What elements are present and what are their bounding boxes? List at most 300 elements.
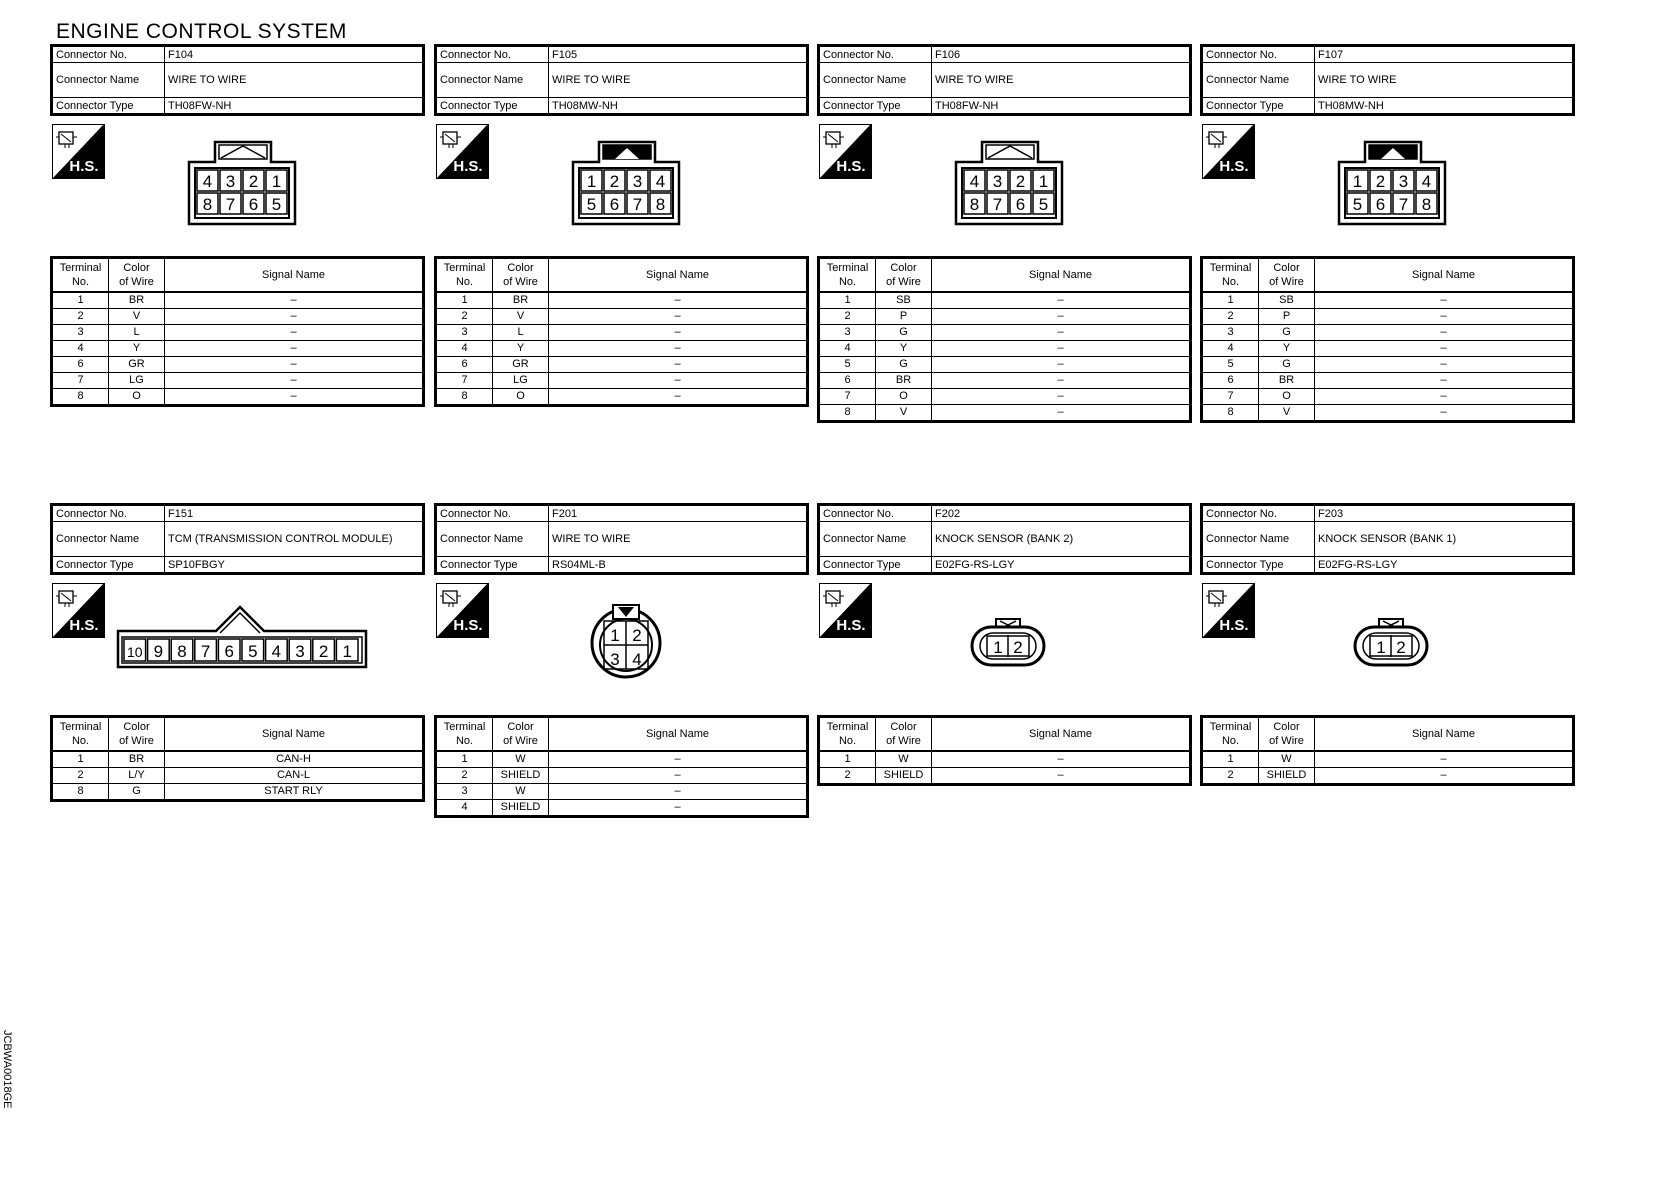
connector-name-value: WIRE TO WIRE <box>1315 63 1574 98</box>
connector-no-value: F203 <box>1315 505 1574 522</box>
pin-label: 1 <box>1352 172 1363 191</box>
terminal-no: 6 <box>819 373 876 389</box>
table-row <box>1202 768 1574 785</box>
connector-name-label: Connector Name <box>819 522 932 557</box>
table-row <box>52 389 424 406</box>
table-row <box>52 341 424 357</box>
terminal-no: 3 <box>52 325 109 341</box>
connector-type-value: E02FG-RS-LGY <box>1315 557 1574 574</box>
connector-no-label: Connector No. <box>1202 505 1315 522</box>
terminal-no: 5 <box>1202 357 1259 373</box>
svg-text:H.S.: H.S. <box>69 617 99 634</box>
terminal-no: 1 <box>819 292 876 309</box>
signal-name: – <box>932 373 1191 389</box>
terminal-no: 2 <box>819 309 876 325</box>
wire-color: G <box>109 784 165 801</box>
terminal-no-header: Terminal No. <box>1202 258 1259 293</box>
connector-diagram <box>187 140 297 226</box>
pin-label: 2 <box>248 172 259 191</box>
pin-label: 7 <box>225 195 236 214</box>
connector-name-label: Connector Name <box>1202 63 1315 98</box>
terminal-no: 1 <box>819 751 876 768</box>
pin-label: 3 <box>632 172 643 191</box>
table-row <box>52 292 424 309</box>
wire-color: SHIELD <box>876 768 932 785</box>
table-row <box>436 373 808 389</box>
connector-diagram-area <box>817 575 1192 715</box>
wire-color: Y <box>876 341 932 357</box>
connector-block-f151 <box>50 503 425 802</box>
connector-block-f105 <box>434 44 809 407</box>
signal-name: – <box>932 325 1191 341</box>
table-row <box>1202 341 1574 357</box>
connector-no-label: Connector No. <box>52 505 165 522</box>
pin-label: 2 <box>1015 172 1026 191</box>
pin-label: 7 <box>1398 195 1409 214</box>
color-header: Color of Wire <box>109 717 165 752</box>
table-row <box>1202 325 1574 341</box>
signal-name: – <box>932 341 1191 357</box>
wire-color: L <box>493 325 549 341</box>
terminal-no-header: Terminal No. <box>436 258 493 293</box>
terminal-no-header: Terminal No. <box>819 258 876 293</box>
signal-name: – <box>1315 389 1574 405</box>
terminal-no: 7 <box>52 373 109 389</box>
signal-name: – <box>549 800 808 817</box>
connector-header <box>50 44 425 116</box>
wire-color: GR <box>493 357 549 373</box>
connector-no-label: Connector No. <box>52 46 165 63</box>
terminal-no: 4 <box>819 341 876 357</box>
pin-label: 8 <box>655 195 666 214</box>
wire-color: W <box>1259 751 1315 768</box>
signal-name: CAN-L <box>165 768 424 784</box>
connector-type-label: Connector Type <box>436 557 549 574</box>
wire-color: O <box>493 389 549 406</box>
terminal-no: 6 <box>52 357 109 373</box>
pin-label: 6 <box>1375 195 1386 214</box>
connector-no-value: F105 <box>549 46 808 63</box>
table-row <box>1202 751 1574 768</box>
terminal-no: 1 <box>1202 292 1259 309</box>
terminal-no-header: Terminal No. <box>819 717 876 752</box>
table-row <box>436 800 808 817</box>
table-row <box>1202 389 1574 405</box>
connector-diagram-area <box>50 116 425 256</box>
table-row <box>436 292 808 309</box>
connector-no-label: Connector No. <box>436 46 549 63</box>
wire-color: V <box>109 309 165 325</box>
wire-color: G <box>876 357 932 373</box>
pin-label: 8 <box>177 642 187 661</box>
signal-name: – <box>549 341 808 357</box>
terminal-no: 4 <box>436 800 493 817</box>
table-row <box>52 357 424 373</box>
pin-label: 5 <box>1038 195 1049 214</box>
signal-name: – <box>549 309 808 325</box>
color-header: Color of Wire <box>1259 258 1315 293</box>
svg-text:H.S.: H.S. <box>1219 158 1249 175</box>
terminal-no: 4 <box>436 341 493 357</box>
pin-label: 1 <box>271 172 282 191</box>
signal-header: Signal Name <box>549 258 808 293</box>
table-row <box>436 751 808 768</box>
signal-name: – <box>549 292 808 309</box>
connector-name-label: Connector Name <box>436 63 549 98</box>
signal-name: – <box>165 325 424 341</box>
figure-code: JCBWA0018GE <box>1 1030 13 1109</box>
hs-icon <box>819 583 872 638</box>
table-row <box>52 373 424 389</box>
terminal-no-header: Terminal No. <box>1202 717 1259 752</box>
connector-type-value: TH08MW-NH <box>1315 98 1574 115</box>
terminal-no: 8 <box>436 389 493 406</box>
pin-label: 2 <box>609 172 620 191</box>
table-row <box>436 768 808 784</box>
connector-no-value: F107 <box>1315 46 1574 63</box>
connector-name-value: WIRE TO WIRE <box>549 522 808 557</box>
connector-no-value: F151 <box>165 505 424 522</box>
signal-header: Signal Name <box>1315 258 1574 293</box>
table-row <box>1202 357 1574 373</box>
pin-label: 8 <box>1421 195 1432 214</box>
connector-name-label: Connector Name <box>436 522 549 557</box>
connector-diagram-area <box>50 575 425 715</box>
color-header: Color of Wire <box>876 717 932 752</box>
signal-name: – <box>165 389 424 406</box>
connector-name-label: Connector Name <box>52 522 165 557</box>
signal-name: – <box>549 751 808 768</box>
connector-no-value: F104 <box>165 46 424 63</box>
pin-label: 2 <box>632 626 642 645</box>
terminal-no: 6 <box>1202 373 1259 389</box>
pin-label: 9 <box>153 642 164 661</box>
terminal-no: 2 <box>1202 309 1259 325</box>
wire-color: Y <box>493 341 549 357</box>
hs-icon <box>436 583 489 638</box>
wire-color: LG <box>109 373 165 389</box>
connector-header <box>50 503 425 575</box>
connector-no-value: F202 <box>932 505 1191 522</box>
terminal-no-header: Terminal No. <box>52 258 109 293</box>
signal-name: – <box>549 325 808 341</box>
svg-text:H.S.: H.S. <box>1219 617 1249 634</box>
hs-icon <box>52 124 105 179</box>
wire-color: G <box>876 325 932 341</box>
svg-text:H.S.: H.S. <box>836 158 866 175</box>
table-row <box>52 309 424 325</box>
connector-header <box>1200 44 1575 116</box>
terminal-no: 2 <box>1202 768 1259 785</box>
table-row <box>436 784 808 800</box>
connector-diagram <box>1353 617 1429 667</box>
connector-block-f203 <box>1200 503 1575 786</box>
signal-name: CAN-H <box>165 751 424 768</box>
connector-block-f202 <box>817 503 1192 786</box>
wire-color: W <box>876 751 932 768</box>
terminal-no: 4 <box>52 341 109 357</box>
pin-label: 4 <box>632 650 642 669</box>
wire-color: O <box>876 389 932 405</box>
connector-diagram <box>1337 140 1447 226</box>
terminal-no: 7 <box>1202 389 1259 405</box>
wire-color: V <box>1259 405 1315 422</box>
table-row <box>52 768 424 784</box>
wire-color: W <box>493 784 549 800</box>
terminal-no: 1 <box>52 751 109 768</box>
table-row <box>52 325 424 341</box>
pin-label: 1 <box>610 626 620 645</box>
table-row <box>819 405 1191 422</box>
pin-label: 2 <box>1013 638 1023 657</box>
color-header: Color of Wire <box>109 258 165 293</box>
terminal-no: 3 <box>1202 325 1259 341</box>
wire-color: L/Y <box>109 768 165 784</box>
wire-color: G <box>1259 325 1315 341</box>
terminal-no: 2 <box>52 309 109 325</box>
signal-name: – <box>932 389 1191 405</box>
color-header: Color of Wire <box>1259 717 1315 752</box>
pin-label: 4 <box>969 172 980 191</box>
connector-name-value: TCM (TRANSMISSION CONTROL MODULE) <box>165 522 424 557</box>
signal-name: – <box>1315 341 1574 357</box>
terminal-no: 1 <box>52 292 109 309</box>
pin-label: 5 <box>248 642 258 661</box>
terminal-no: 2 <box>436 309 493 325</box>
signal-header: Signal Name <box>1315 717 1574 752</box>
signal-header: Signal Name <box>549 717 808 752</box>
terminal-table <box>1200 715 1575 786</box>
signal-name: – <box>549 768 808 784</box>
terminal-no: 2 <box>436 768 493 784</box>
terminal-table <box>434 715 809 818</box>
wire-color: V <box>493 309 549 325</box>
signal-name: – <box>1315 751 1574 768</box>
table-row <box>1202 405 1574 422</box>
signal-name: – <box>165 341 424 357</box>
wire-color: BR <box>1259 373 1315 389</box>
connector-no-label: Connector No. <box>819 46 932 63</box>
pin-label: 5 <box>586 195 597 214</box>
pin-label: 1 <box>993 638 1003 657</box>
signal-name: – <box>1315 405 1574 422</box>
connector-diagram <box>970 617 1046 667</box>
connector-no-label: Connector No. <box>1202 46 1315 63</box>
pin-label: 2 <box>1375 172 1386 191</box>
terminal-no: 3 <box>436 784 493 800</box>
page-title: ENGINE CONTROL SYSTEM <box>56 20 347 43</box>
signal-name: START RLY <box>165 784 424 801</box>
signal-header: Signal Name <box>932 258 1191 293</box>
table-row <box>436 341 808 357</box>
pin-label: 1 <box>342 642 352 661</box>
terminal-no: 2 <box>52 768 109 784</box>
table-row <box>436 357 808 373</box>
wire-color: Y <box>1259 341 1315 357</box>
table-row <box>52 751 424 768</box>
pin-label: 6 <box>1015 195 1026 214</box>
table-row <box>819 357 1191 373</box>
terminal-no: 8 <box>819 405 876 422</box>
pin-label: 8 <box>969 195 980 214</box>
connector-diagram-area <box>1200 116 1575 256</box>
terminal-no: 3 <box>436 325 493 341</box>
pin-label: 3 <box>992 172 1003 191</box>
signal-name: – <box>1315 357 1574 373</box>
connector-no-label: Connector No. <box>436 505 549 522</box>
connector-diagram-area <box>434 575 809 715</box>
connector-name-value: WIRE TO WIRE <box>932 63 1191 98</box>
wire-color: SHIELD <box>493 800 549 817</box>
color-header: Color of Wire <box>493 258 549 293</box>
connector-diagram-area <box>434 116 809 256</box>
wire-color: GR <box>109 357 165 373</box>
connector-type-value: RS04ML-B <box>549 557 808 574</box>
connector-diagram <box>116 603 368 671</box>
signal-name: – <box>932 768 1191 785</box>
signal-header: Signal Name <box>932 717 1191 752</box>
hs-icon <box>52 583 105 638</box>
table-row <box>1202 309 1574 325</box>
signal-name: – <box>549 373 808 389</box>
svg-text:H.S.: H.S. <box>453 617 483 634</box>
connector-type-value: TH08FW-NH <box>932 98 1191 115</box>
pin-label: 6 <box>224 642 234 661</box>
connector-type-label: Connector Type <box>819 98 932 115</box>
terminal-table <box>434 256 809 407</box>
table-row <box>436 389 808 406</box>
terminal-no-header: Terminal No. <box>436 717 493 752</box>
connector-name-value: WIRE TO WIRE <box>549 63 808 98</box>
terminal-table <box>50 715 425 802</box>
signal-name: – <box>549 784 808 800</box>
terminal-no: 1 <box>436 292 493 309</box>
terminal-no-header: Terminal No. <box>52 717 109 752</box>
wire-color: Y <box>109 341 165 357</box>
pin-label: 5 <box>1352 195 1363 214</box>
signal-name: – <box>165 373 424 389</box>
hs-icon <box>819 124 872 179</box>
connector-diagram-area <box>1200 575 1575 715</box>
pin-label: 3 <box>225 172 236 191</box>
wire-color: W <box>493 751 549 768</box>
connector-type-label: Connector Type <box>52 557 165 574</box>
connector-header <box>817 503 1192 575</box>
pin-label: 6 <box>609 195 620 214</box>
wire-color: SB <box>1259 292 1315 309</box>
terminal-no: 8 <box>52 784 109 801</box>
hs-icon <box>1202 583 1255 638</box>
table-row <box>819 751 1191 768</box>
connector-type-value: TH08MW-NH <box>549 98 808 115</box>
signal-name: – <box>932 357 1191 373</box>
table-row <box>819 373 1191 389</box>
connector-name-label: Connector Name <box>819 63 932 98</box>
wire-color: LG <box>493 373 549 389</box>
signal-name: – <box>165 292 424 309</box>
table-row <box>52 784 424 801</box>
svg-text:H.S.: H.S. <box>69 158 99 175</box>
table-row <box>819 309 1191 325</box>
pin-label: 4 <box>655 172 666 191</box>
pin-label: 7 <box>200 642 211 661</box>
connector-header <box>1200 503 1575 575</box>
terminal-no: 4 <box>1202 341 1259 357</box>
terminal-table <box>1200 256 1575 423</box>
pin-label: 10 <box>127 644 143 660</box>
connector-type-value: E02FG-RS-LGY <box>932 557 1191 574</box>
connector-diagram-area <box>817 116 1192 256</box>
color-header: Color of Wire <box>876 258 932 293</box>
signal-name: – <box>549 389 808 406</box>
wire-color: BR <box>493 292 549 309</box>
table-row <box>819 768 1191 785</box>
connector-no-value: F201 <box>549 505 808 522</box>
table-row <box>819 325 1191 341</box>
terminal-no: 2 <box>819 768 876 785</box>
wire-color: SHIELD <box>493 768 549 784</box>
connector-diagram <box>954 140 1064 226</box>
pin-label: 5 <box>271 195 282 214</box>
svg-text:H.S.: H.S. <box>453 158 483 175</box>
wire-color: G <box>1259 357 1315 373</box>
connector-header <box>817 44 1192 116</box>
terminal-table <box>817 256 1192 423</box>
table-row <box>1202 373 1574 389</box>
terminal-no: 8 <box>1202 405 1259 422</box>
wire-color: O <box>109 389 165 406</box>
connector-diagram <box>571 140 681 226</box>
terminal-no: 1 <box>1202 751 1259 768</box>
connector-name-value: WIRE TO WIRE <box>165 63 424 98</box>
table-row <box>436 325 808 341</box>
connector-type-label: Connector Type <box>52 98 165 115</box>
connector-no-value: F106 <box>932 46 1191 63</box>
pin-label: 2 <box>318 642 329 661</box>
wire-color: SB <box>876 292 932 309</box>
pin-label: 2 <box>1396 638 1406 657</box>
pin-label: 4 <box>202 172 213 191</box>
terminal-no: 8 <box>52 389 109 406</box>
connector-name-label: Connector Name <box>1202 522 1315 557</box>
connector-block-f106 <box>817 44 1192 423</box>
wire-color: V <box>876 405 932 422</box>
signal-name: – <box>932 292 1191 309</box>
table-row <box>819 341 1191 357</box>
connector-diagram <box>588 603 664 679</box>
signal-name: – <box>1315 309 1574 325</box>
pin-label: 7 <box>992 195 1003 214</box>
signal-name: – <box>932 751 1191 768</box>
pin-label: 3 <box>610 650 620 669</box>
terminal-no: 7 <box>819 389 876 405</box>
connector-type-value: TH08FW-NH <box>165 98 424 115</box>
color-header: Color of Wire <box>493 717 549 752</box>
wire-color: BR <box>109 292 165 309</box>
connector-type-label: Connector Type <box>1202 98 1315 115</box>
table-row <box>819 389 1191 405</box>
signal-name: – <box>1315 768 1574 785</box>
hs-icon <box>1202 124 1255 179</box>
pin-label: 1 <box>1038 172 1049 191</box>
connector-block-f107 <box>1200 44 1575 423</box>
pin-label: 4 <box>271 642 282 661</box>
signal-name: – <box>165 309 424 325</box>
connector-type-value: SP10FBGY <box>165 557 424 574</box>
connector-type-label: Connector Type <box>819 557 932 574</box>
terminal-table <box>50 256 425 407</box>
signal-name: – <box>932 405 1191 422</box>
